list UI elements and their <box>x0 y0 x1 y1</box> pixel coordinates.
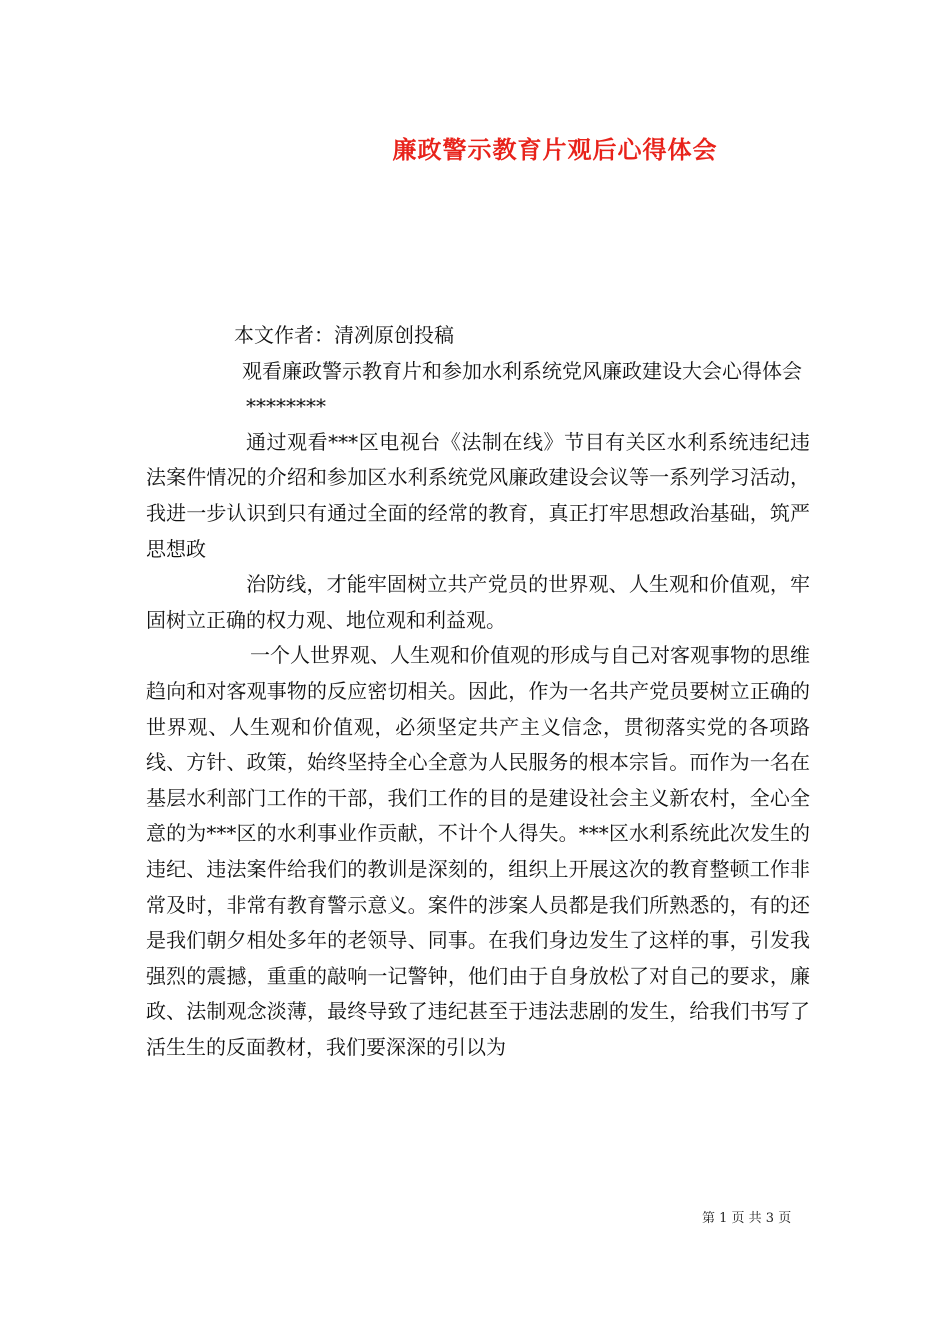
subtitle: 观看廉政警示教育片和参加水利系统党风廉政建设大会心得体会 <box>242 358 802 383</box>
author-line: 本文作者：清冽原创投稿 <box>234 323 454 347</box>
page-title: 廉政警示教育片观后心得体会 <box>392 135 718 164</box>
page-number: 第 1 页 共 3 页 <box>702 1211 792 1226</box>
document-body <box>146 318 810 1065</box>
paragraph-3: 一个人世界观、人生观和价值观的形成与自己对客观事物的思维趋向和对客观事物的反应密切相关。因此，作为一名共产党员要树立正确的世界观、人生观和价值观，必须坚定共产主义信念，贯彻落实党的各项路线、方针、政策，始终坚持全心全意为人民服务的根本宗旨。而作为一名在基层水利部门工作的干部，我们工作的目的是建设社会主义新农村，全心全意的为***区的水利事业作贡献，不计个人得失。***区水利系统此次发生的违纪、违法案件给我们的教训是深刻的，组织上开展这次的教育整顿工作非常及时，非常有教育警示意义。案件的涉案人员都是我们所熟悉的，有的还是我们朝夕相处多年的老领导、同事。在我们身边发生了这样的事，引发我强烈的震撼，重重的敲响一记警钟，他们由于自身放松了对自己的要求，廉政、法制观念淡薄，最终导致了违纪甚至于违法悲剧的发生，给我们书写了活生生的反面教材，我们要深深的引以为 <box>146 643 810 1059</box>
paragraph-1: 通过观看***区电视台《法制在线》节目有关区水利系统违纪违法案件情况的介绍和参加区水利系统党风廉政建设会议等一系列学习活动，我进一步认识到只有通过全面的经常的教育，真正打牢思想政治基础，筑严思想政 <box>146 429 810 561</box>
separator: ******** <box>246 394 326 419</box>
paragraph-2: 治防线，才能牢固树立共产党员的世界观、人生观和价值观，牢固树立正确的权力观、地位观和利益观。 <box>146 572 810 632</box>
